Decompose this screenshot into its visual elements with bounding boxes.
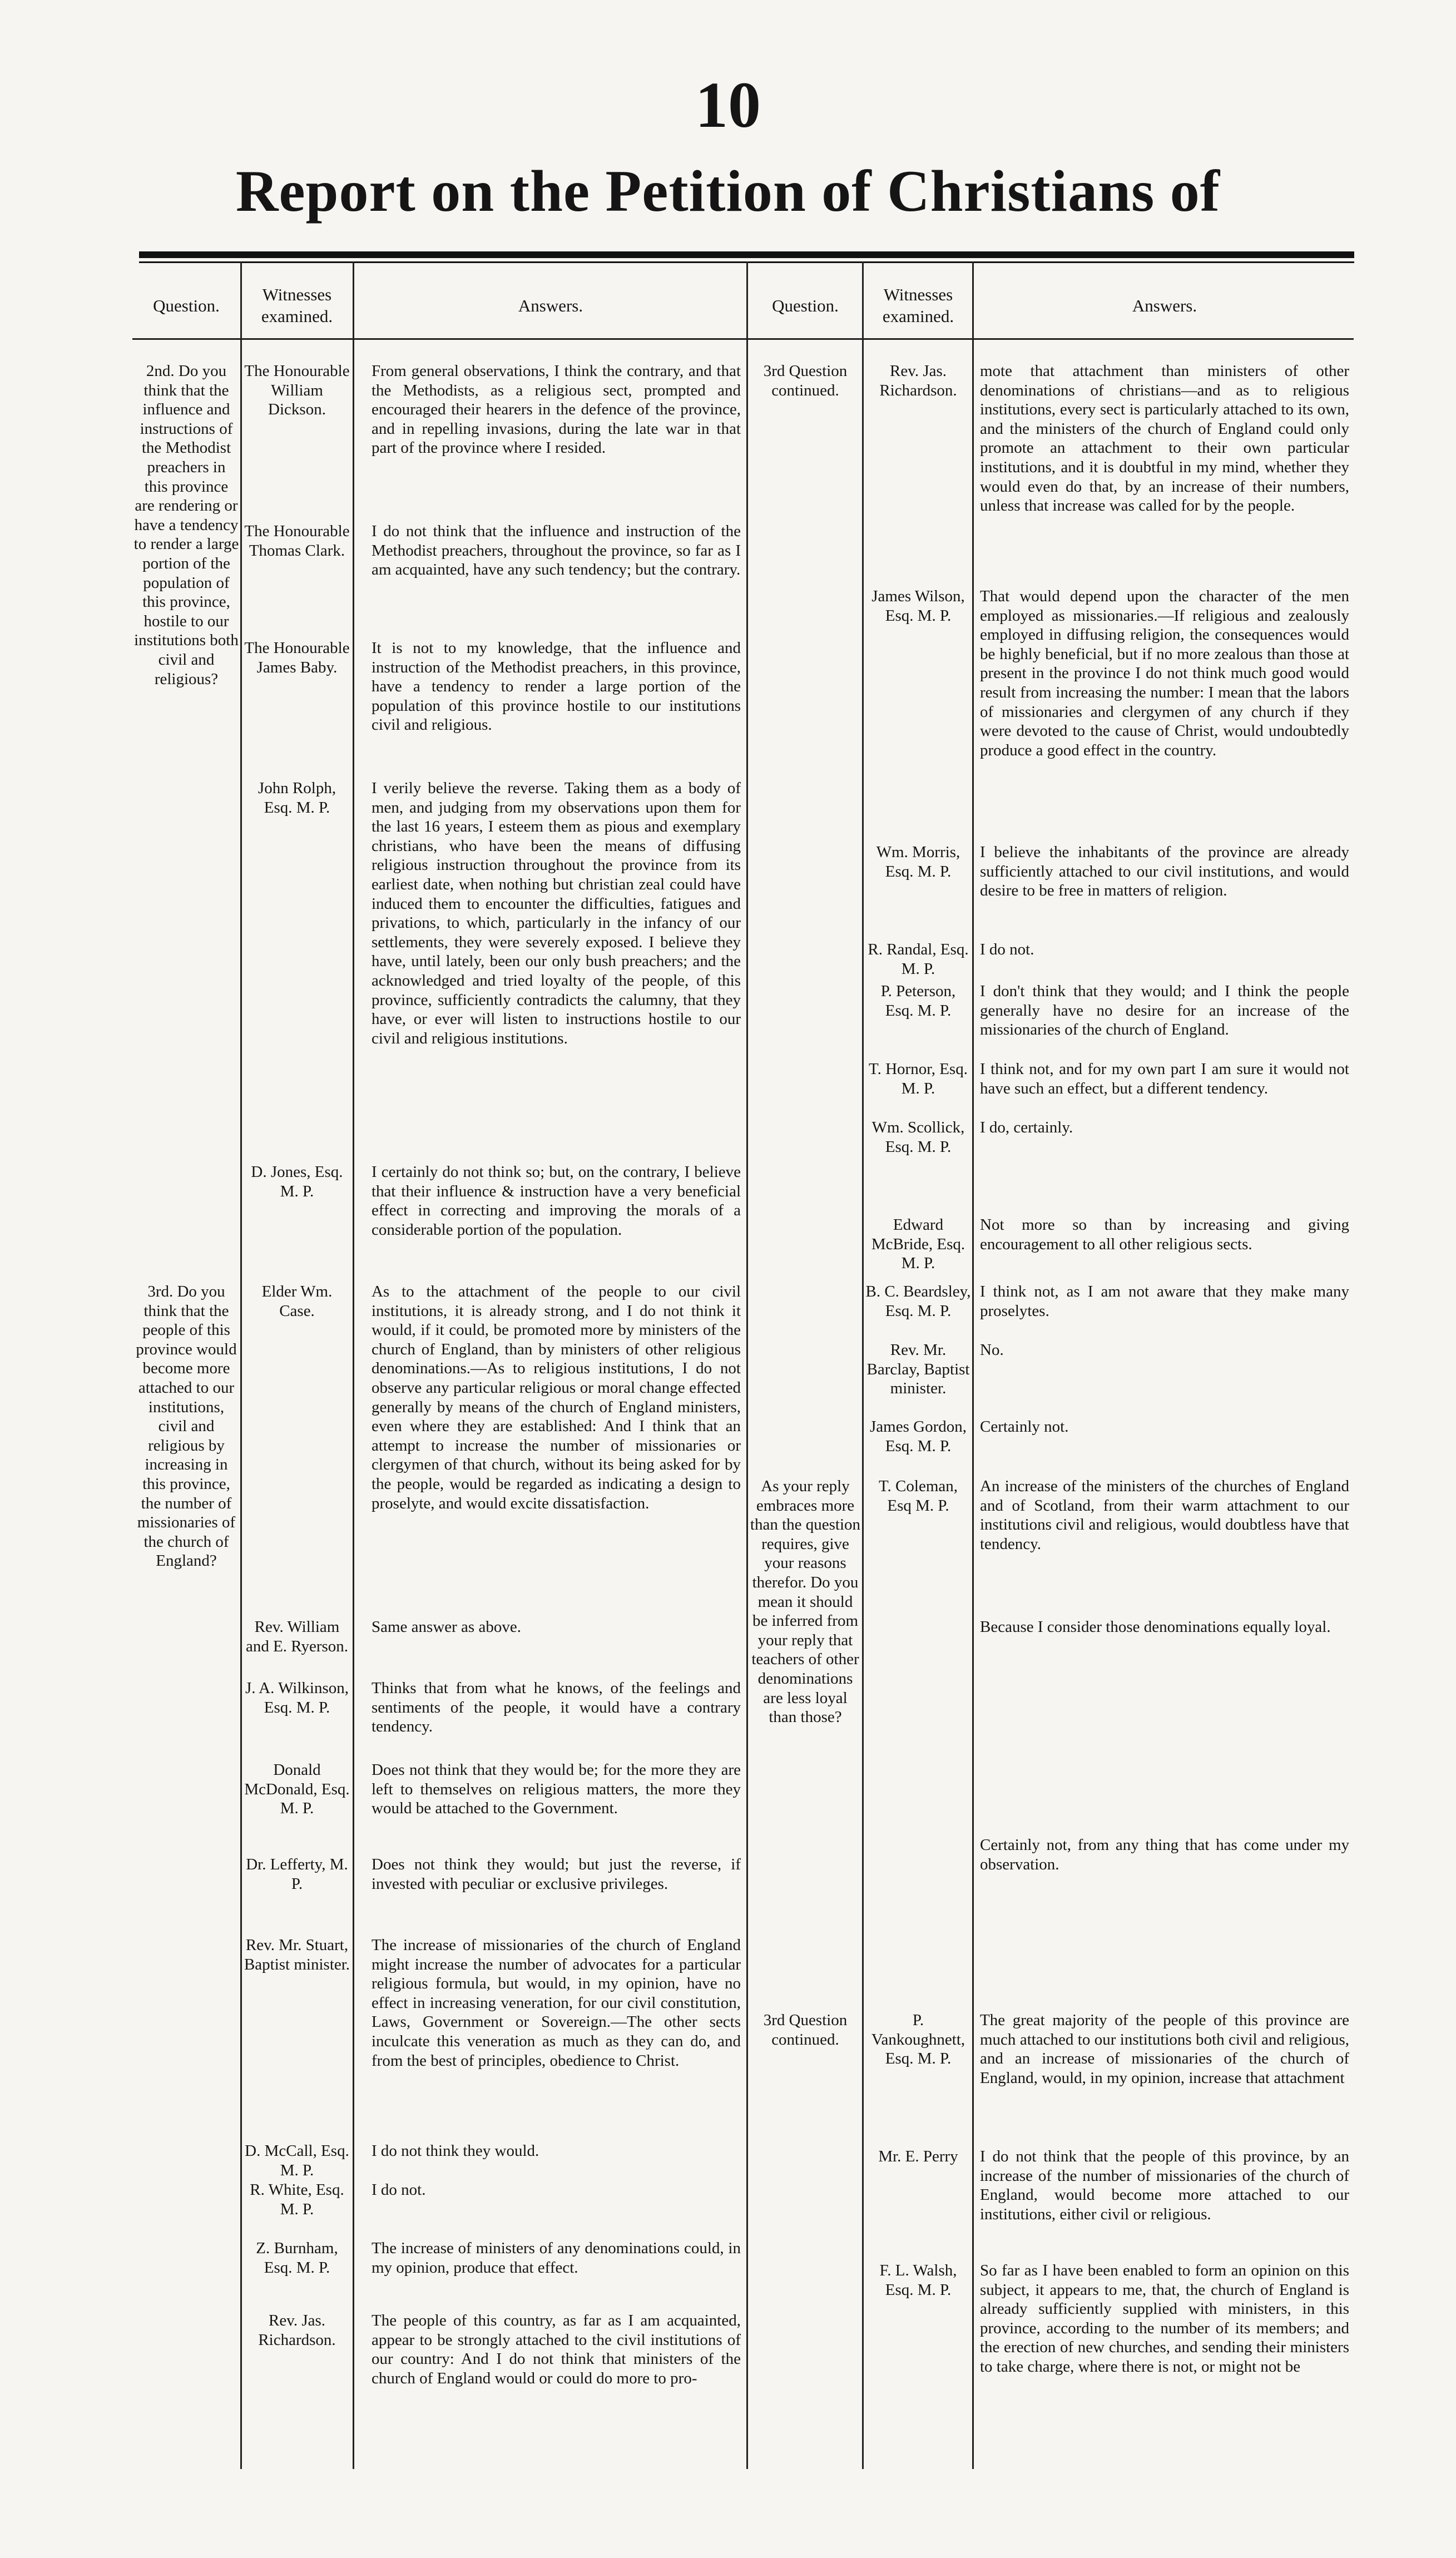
witness-name: Rev. Mr. Barclay, Baptist minister.: [866, 1341, 970, 1398]
witness-name: T. Coleman, Esq M. P.: [878, 1477, 958, 1515]
answer-text: Does not think they would; but just the reverse, if invested with peculiar or exclusive privileges.: [372, 1856, 741, 1893]
question-4: As your reply embraces more than the question requires, give your reasons therefor. Do you mean it should be inferred from your reply that teachers of other denominations are less loyal than those?: [750, 1477, 861, 1726]
answer-text: The increase of ministers of any denominations could, in my opinion, produce that effect.: [372, 2239, 741, 2277]
answer-text: No.: [980, 1341, 1004, 1359]
answer-text: I certainly do not think so; but, on the contrary, I believe that their influence & instruction have a very beneficial effect in correcting and improving the morals of a considerable portion of the population.: [372, 1163, 741, 1239]
header-answers-left: Answers.: [518, 295, 583, 315]
answer-text: I believe the inhabitants of the province are already sufficiently attached to our civil institutions, and would desire to be free in matters of religion.: [980, 843, 1349, 900]
witness-name: P. Vankoughnett, Esq. M. P.: [871, 2011, 965, 2068]
question-3-continued: 3rd Question continued.: [763, 2011, 848, 2049]
answer-text: Not more so than by increasing and giving encouragement to all other religious sects.: [980, 1216, 1349, 1253]
title-rule-thick: [139, 251, 1354, 258]
witness-name: Donald McDonald, Esq. M. P.: [244, 1761, 350, 1818]
witness-name: Z. Burnham, Esq. M. P.: [256, 2239, 338, 2277]
page-title: Report on the Petition of Christians of: [235, 159, 1221, 224]
header-witnesses-left: Witnesses examined.: [261, 285, 333, 326]
column-rule: [353, 261, 354, 2469]
witness-name: Edward McBride, Esq. M. P.: [871, 1216, 965, 1273]
answer-text: I do, certainly.: [980, 1119, 1073, 1136]
answer-text: From general observations, I think the contrary, and that the Methodists, as a religious sect, prompted and encouraged their hearers in the defence of the province, and in repelling invasions, during the late war in that part of the province where I resided.: [372, 362, 741, 457]
answer-text: I verily believe the reverse. Taking them as a body of men, and judging from my observations upon them for the last 16 years, I esteem them as pious and exemplary christians, who have been the means of diffusing religious instruction throughout the province from its earliest date, when nothing but christian zeal could have induced them to encounter the difficulties, fatigues and privations, to which, particularly in the infancy of our settlements, they were severely exposed. I believe they have, until lately, been our only bush preachers; and the acknowledged and tried loyalty of the people, of this province, sufficiently contradicts the calumny, that they have, or ever will listen to instructions hostile to our civil and religious institutions.: [372, 779, 741, 1047]
page-number: 10: [695, 68, 761, 141]
answer-text: The increase of missionaries of the church of England might increase the number of advocates for a particular religious formula, but would, in my opinion, have no effect in increasing veneration, for our civil constitution, Laws, Government or Sovereign.—The other sects inculcate this veneration as much as they can do, and from the best of principles, obedience to Christ.: [372, 1936, 741, 2070]
answer-text: That would depend upon the character of the men employed as missionaries.—If religious and zealously employed in diffusing religion, the consequences would be highly beneficial, but if no more zealous than those at present in the province I do not think much good would result from increasing the number: I mean that the labors of missionaries and clergymen of any church if they were devoted to the cause of Christ, would undoubtedly produce a good effect in the country.: [980, 587, 1349, 759]
answer-text: It is not to my knowledge, that the influence and instruction of the Methodist preachers, in this province, have a tendency to render a large portion of the population of this province hostile to our institutions civil and religious.: [372, 639, 741, 734]
answer-text: As to the attachment of the people to our civil institutions, it is already strong, and I do not think it would, if it could, be promoted more by ministers of the church of England, than by ministers of other religious denominations.—As to religious institutions, I do not observe any particular religious or moral change effected generally by means of the church of England ministers, even where they are established: And I think that an attempt to increase the number of missionaries or clergymen of that church, without its being asked for by the people, would be regarded as indicating a design to proselyte, and would excite dissatisfaction.: [372, 1283, 741, 1512]
witness-name: The Honourable William Dickson.: [244, 362, 350, 419]
header-witnesses-right: Witnesses examined.: [882, 285, 954, 326]
header-rule: [132, 338, 1354, 340]
answer-text: Because I consider those denominations equally loyal.: [980, 1618, 1331, 1636]
answer-text: I do not think that the influence and instruction of the Methodist preachers, throughout the province, so far as I am acquainted, have any such tendency; but the contrary.: [372, 522, 741, 579]
answer-text: Same answer as above.: [372, 1618, 521, 1636]
column-rule: [972, 261, 974, 2469]
header-question-left: Question.: [153, 295, 220, 315]
answer-text: I do not think they would.: [372, 2142, 539, 2160]
witness-name: Mr. E. Perry: [878, 2148, 958, 2165]
answer-text: The people of this country, as far as I am acquainted, appear to be strongly attached to the civil institutions of our country: And I do not think that ministers of the church of England would or could do more to pro-: [372, 2312, 741, 2387]
header-question-right: Question.: [772, 295, 839, 315]
answer-text: I don't think that they would; and I think the people generally have no desire for an increase of the missionaries of the church of England.: [980, 982, 1349, 1039]
witness-name: R. White, Esq. M. P.: [250, 2181, 344, 2218]
witness-name: Elder Wm. Case.: [261, 1283, 333, 1320]
witness-name: Rev. Jas. Richardson.: [258, 2312, 336, 2349]
answer-text: Does not think that they would be; for the more they are left to themselves on religious matters, the more they would be attached to the Government.: [372, 1761, 741, 1818]
answer-text: The great majority of the people of this province are much attached to our institutions both civil and religious, and an increase of missionaries of the church of England, would, in my opinion, increase that attachment: [980, 2011, 1349, 2087]
answer-text: An increase of the ministers of the churches of England and of Scotland, from their warm attachment to our institutions civil and religious, would doubtless have that tendency.: [980, 1477, 1349, 1553]
witness-name: Rev. Mr. Stuart, Baptist minister.: [244, 1936, 350, 1973]
witness-name: The Honourable Thomas Clark.: [244, 522, 350, 560]
answer-text: mote that attachment than ministers of other denominations of christians—and as to religious institutions, every sect is particularly attached to its own, and the ministers of the church of England could only promote an attachment to their own particular institutions, and it is doubtful in my mind, whether they would even do that, by an increase of their numbers, unless that increase was called for by the people.: [980, 362, 1349, 515]
witness-name: B. C. Beardsley, Esq. M. P.: [865, 1283, 971, 1320]
witness-name: D. Jones, Esq. M. P.: [251, 1163, 343, 1200]
question-2: 2nd. Do you think that the influence and instructions of the Methodist preachers in this province are rendering or have a tendency to render a large portion of the population of this province, hostile to our institutions both civil and religious?: [133, 362, 239, 688]
witness-name: J. A. Wilkinson, Esq. M. P.: [245, 1679, 349, 1716]
witness-name: Wm. Scollick, Esq. M. P.: [871, 1119, 965, 1156]
answer-text: Thinks that from what he knows, of the feelings and sentiments of the people, it would have a contrary tendency.: [372, 1679, 741, 1736]
answer-text: So far as I have been enabled to form an opinion on this subject, it appears to me, that, the church of England is already sufficiently supplied with ministers, in this province, according to the number of its members; and the erection of new churches, and sending their ministers to take charge, where there is not, or might not be: [980, 2262, 1349, 2376]
witness-name: James Gordon, Esq. M. P.: [870, 1418, 967, 1455]
witness-name: D. McCall, Esq. M. P.: [245, 2142, 349, 2179]
witness-name: T. Hornor, Esq. M. P.: [869, 1060, 968, 1097]
header-answers-right: Answers.: [1132, 295, 1197, 315]
witness-name: Rev. Jas. Richardson.: [879, 362, 957, 399]
column-rule: [746, 261, 748, 2469]
question-3: 3rd. Do you think that the people of this province would become more attached to our institutions, civil and religious by increasing in this province, the number of missionaries of the church of England?: [136, 1283, 237, 1570]
answer-text: I think not, as I am not aware that they make many proselytes.: [980, 1283, 1349, 1320]
witness-name: James Wilson, Esq. M. P.: [871, 587, 965, 625]
witness-name: P. Peterson, Esq. M. P.: [880, 982, 956, 1020]
answer-text: I do not.: [980, 941, 1034, 958]
witness-name: Rev. William and E. Ryerson.: [245, 1618, 349, 1655]
answer-text: I think not, and for my own part I am sure it would not have such an effect, but a different tendency.: [980, 1060, 1349, 1097]
answer-text: I do not think that the people of this province, by an increase of the number of missionaries of the church of England, would become more attached to our institutions, either civil or religious.: [980, 2148, 1349, 2223]
column-rule: [240, 261, 242, 2469]
witness-name: The Honourable James Baby.: [244, 639, 350, 676]
witness-name: Wm. Morris, Esq. M. P.: [876, 843, 960, 880]
witness-name: Dr. Lefferty, M. P.: [246, 1856, 348, 1893]
column-rule: [862, 261, 864, 2469]
question-3-continued: 3rd Question continued.: [763, 362, 848, 399]
witness-name: F. L. Walsh, Esq. M. P.: [879, 2262, 957, 2299]
answer-text: Certainly not, from any thing that has come under my observation.: [980, 1836, 1349, 1873]
answer-text: I do not.: [372, 2181, 426, 2199]
witness-name: John Rolph, Esq. M. P.: [257, 779, 336, 817]
witness-name: R. Randal, Esq. M. P.: [868, 941, 969, 978]
answer-text: Certainly not.: [980, 1418, 1069, 1436]
